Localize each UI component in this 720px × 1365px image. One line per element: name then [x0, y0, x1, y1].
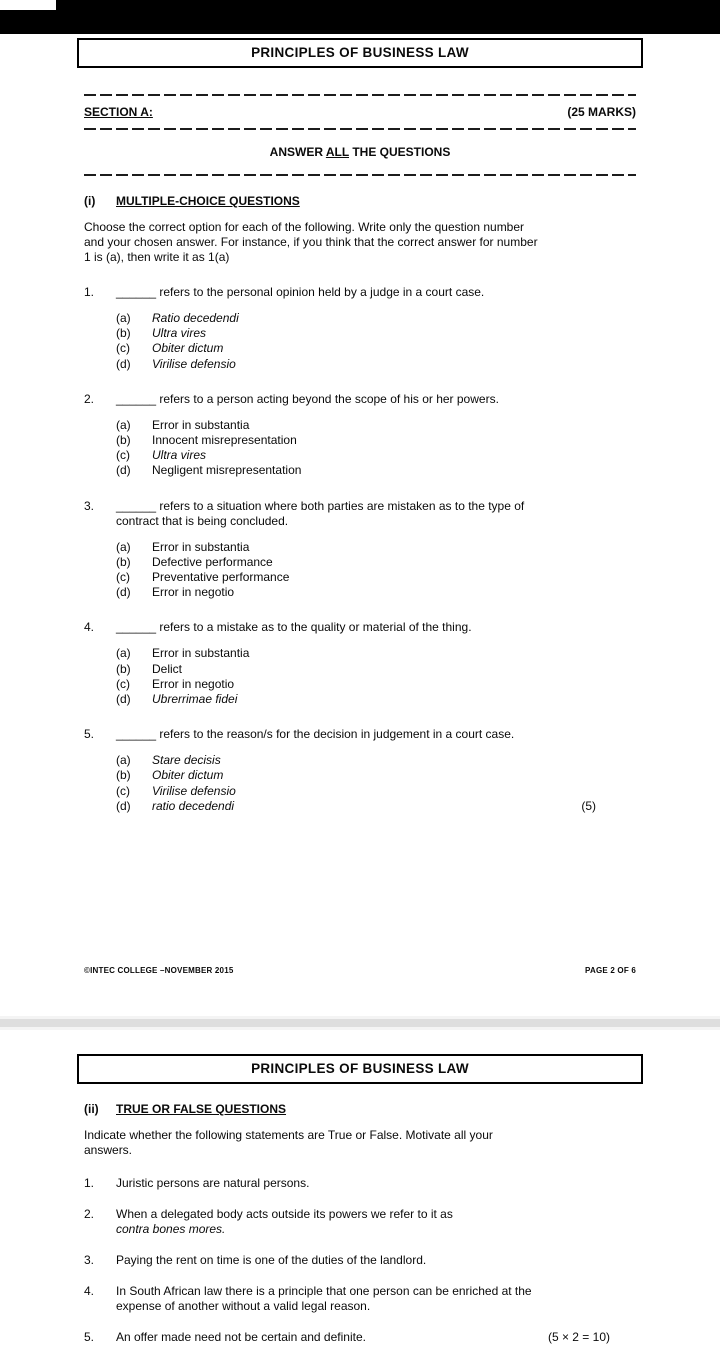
option-text: Obiter dictum [152, 341, 224, 356]
option-row [116, 646, 636, 661]
option-row [116, 540, 636, 555]
option-text: Error in substantia [152, 646, 250, 661]
option-text: Error in substantia [152, 539, 250, 554]
question-text: ______ refers to the personal opinion held by a judge in a court case. [116, 285, 485, 299]
part-label: (ii) [84, 1102, 99, 1116]
option-text: Virilise defensio [152, 356, 236, 371]
document-title: PRINCIPLES OF BUSINESS LAW [251, 45, 469, 60]
option-row [116, 753, 636, 768]
option-text: Ubrerrimae fidei [152, 692, 238, 707]
option-text: Defective performance [152, 554, 273, 569]
statement-item-3 [84, 1253, 636, 1268]
option-text: Error in negotio [152, 676, 235, 691]
option-text: Ultra vires [152, 448, 207, 463]
option-row [116, 433, 636, 448]
statement-item-1 [84, 1176, 636, 1191]
exam-page-2 [0, 38, 720, 1016]
statement-text: Paying the rent on time is one of the duties of the landlord. [116, 1253, 427, 1267]
statement-item-4 [84, 1284, 636, 1314]
footer-page-number: PAGE 2 OF 6 [585, 966, 636, 975]
statement-number: 5. [84, 1330, 95, 1344]
option-text: ratio decedendi [152, 798, 235, 813]
question-item-1 [84, 285, 636, 372]
option-row [116, 555, 636, 570]
question-text: ______ refers to the reason/s for the decision in judgement in a court case. [116, 727, 515, 742]
section-label: SECTION A: [84, 105, 153, 119]
statement-text-roman: When a delegated body acts outside its powers we refer to it as [116, 1207, 453, 1221]
scan-corner-artifact [0, 0, 56, 10]
part-title: TRUE OR FALSE QUESTIONS [116, 1102, 287, 1116]
option-letter: (c) [116, 783, 130, 798]
page-separator [0, 1016, 720, 1030]
statement-number: 3. [84, 1253, 95, 1267]
question-number: 3. [84, 498, 95, 513]
document-title-box [77, 1054, 643, 1084]
option-letter: (a) [116, 539, 131, 554]
statement-text: In South African law there is a principle that one person can be enriched at the expense of another without a valid legal reason. [116, 1284, 532, 1313]
section-header [84, 105, 636, 120]
option-text: Virilise defensio [152, 783, 236, 798]
document-title: PRINCIPLES OF BUSINESS LAW [251, 1061, 469, 1076]
intro-paragraph: Choose the correct option for each of the following. Write only the question number and your chosen answer. For instance, if you think that the correct answer for number 1 is (a), then write it as 1(a) [84, 220, 538, 264]
option-letter: (c) [116, 570, 130, 585]
answer-instruction-all: ALL [325, 145, 349, 159]
options-list [116, 540, 636, 601]
document-title-box [77, 38, 643, 68]
option-row [116, 799, 636, 814]
option-row [116, 692, 636, 707]
option-row [116, 341, 636, 356]
option-letter: (a) [116, 753, 131, 768]
option-letter: (b) [116, 554, 131, 569]
statement-text: An offer made need not be certain and definite. [116, 1330, 366, 1344]
answer-instruction-pre: ANSWER [269, 145, 326, 159]
statement-number: 1. [84, 1176, 95, 1190]
option-letter: (d) [116, 356, 131, 371]
question-text: ______ refers to a situation where both parties are mistaken as to the type of contract that is being concluded. [116, 498, 525, 528]
option-text: Delict [152, 661, 183, 676]
option-letter: (a) [116, 311, 131, 325]
option-text: Error in negotio [152, 585, 235, 600]
question-text: ______ refers to a person acting beyond the scope of his or her powers. [116, 391, 499, 406]
page-footer [84, 966, 636, 976]
dashed-rule [84, 174, 636, 176]
footer-copyright: ©INTEC COLLEGE –NOVEMBER 2015 [84, 966, 234, 975]
option-letter: (d) [116, 585, 131, 600]
statement-number: 4. [84, 1284, 95, 1298]
option-letter: (d) [116, 463, 131, 478]
option-letter: (a) [116, 417, 131, 432]
option-letter: (c) [116, 676, 130, 691]
part-heading-true-false [84, 1102, 636, 1117]
question-item-5 [84, 727, 636, 814]
options-list [116, 311, 636, 372]
question-number: 4. [84, 620, 95, 635]
option-text: Ratio decedendi [152, 311, 239, 325]
options-list [116, 646, 636, 707]
option-letter: (d) [116, 798, 131, 813]
option-letter: (b) [116, 661, 131, 676]
option-text: Innocent misrepresentation [152, 433, 297, 448]
option-row [116, 357, 636, 372]
options-list [116, 418, 636, 479]
part-heading-mcq [84, 194, 636, 209]
scan-top-black-bar [0, 0, 720, 34]
option-text: Error in substantia [152, 417, 250, 432]
option-letter: (a) [116, 646, 131, 661]
statement-number: 2. [84, 1207, 95, 1221]
option-text: Stare decisis [152, 753, 221, 768]
exam-page-3 [0, 1054, 720, 1365]
question-item-4 [84, 620, 636, 707]
question-item-2 [84, 392, 636, 479]
option-text: Preventative performance [152, 570, 290, 585]
option-letter: (d) [116, 692, 131, 707]
option-row [116, 311, 636, 326]
question-item-3 [84, 499, 636, 601]
question-number: 1. [84, 285, 95, 299]
statement-text-italic: contra bones mores. [116, 1222, 226, 1236]
option-letter: (c) [116, 341, 130, 356]
option-row [116, 662, 636, 677]
marks-allocation: (5 × 2 = 10) [547, 1330, 610, 1344]
option-letter: (b) [116, 768, 131, 783]
answer-instruction [84, 145, 636, 160]
option-text: Obiter dictum [152, 768, 224, 783]
question-text: ______ refers to a mistake as to the quality or material of the thing. [116, 620, 472, 635]
option-text: Ultra vires [152, 326, 207, 341]
part-label: (i) [84, 194, 96, 208]
statement-text: Juristic persons are natural persons. [116, 1176, 310, 1190]
marks-allocation: (5) [581, 798, 596, 813]
option-letter: (b) [116, 433, 131, 448]
section-marks: (25 MARKS) [567, 105, 636, 119]
statement-item-5 [84, 1330, 636, 1345]
intro-paragraph: Indicate whether the following statements are True or False. Motivate all your answers. [84, 1128, 493, 1157]
dashed-rule [84, 94, 636, 96]
option-row [116, 585, 636, 600]
option-row [116, 463, 636, 478]
part-title: MULTIPLE-CHOICE QUESTIONS [116, 194, 300, 208]
option-row [116, 768, 636, 783]
options-list [116, 753, 636, 814]
option-letter: (c) [116, 448, 130, 463]
option-letter: (b) [116, 326, 131, 341]
option-row [116, 448, 636, 463]
option-row [116, 784, 636, 799]
option-text: Negligent misrepresentation [152, 463, 302, 478]
option-row [116, 326, 636, 341]
option-row [116, 570, 636, 585]
dashed-rule [84, 128, 636, 130]
question-number: 2. [84, 391, 95, 406]
option-row [116, 677, 636, 692]
answer-instruction-post: THE QUESTIONS [349, 145, 451, 159]
statement-item-2 [84, 1207, 636, 1237]
question-number: 5. [84, 727, 95, 742]
option-row [116, 418, 636, 433]
statement-text [116, 1207, 453, 1237]
